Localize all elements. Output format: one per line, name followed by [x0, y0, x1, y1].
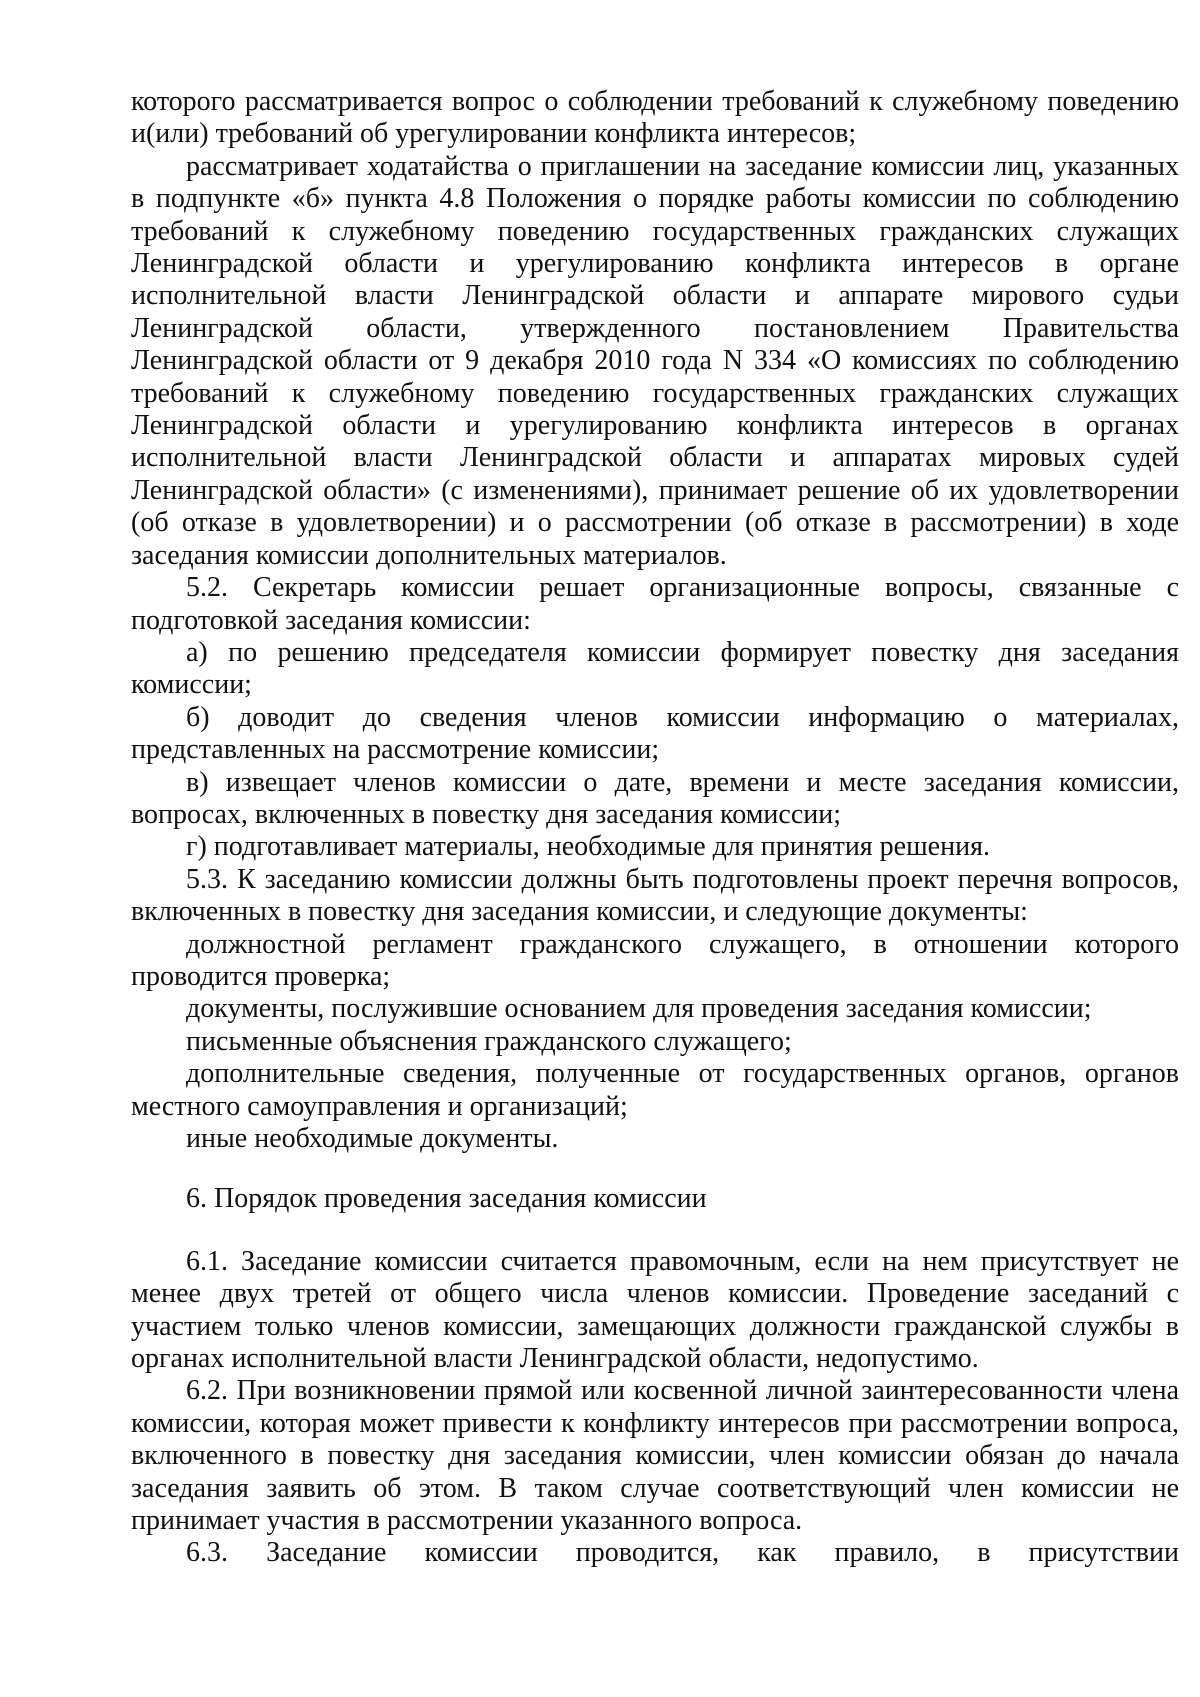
paragraph-6-3: 6.3. Заседание комиссии проводится, как правило, в присутствии: [186, 1537, 1179, 1569]
paragraph-petitions: рассматривает ходатайства о приглашении на заседание комиссии лиц, указанных в подпункте «б» пункта 4.8 Положения о порядке работы комиссии по соблюдению требований к служебному поведению государственных гражданских служащих Ленинградской области и урегулированию конфликта интересов в органе исполнительной власти Ленинградской области и аппарате мирового судьи Ленинградской области, утвержденного постановлением Правительства Ленинградской области от 9 декабря 2010 года N 334 «О комиссиях по соблюдению требований к служебному поведению государственных гражданских служащих Ленинградской области и урегулированию конфликта интересов в органах исполнительной власти Ленинградской области и аппаратах мировых судей Ленинградской области» (с изменениями), принимает решение об их удовлетворении (об отказе в удовлетворении) и о рассмотрении (об отказе в рассмотрении) в ходе заседания комиссии дополнительных материалов.: [131, 150, 1179, 571]
document-item-additional-info: дополнительные сведения, полученные от государственных органов, органов местного самоуправления и организаций;: [131, 1058, 1179, 1122]
document-item-grounds: документы, послужившие основанием для проведения заседания комиссии;: [186, 993, 1092, 1025]
paragraph-5-2: 5.2. Секретарь комиссии решает организационные вопросы, связанные с подготовкой заседания комиссии:: [131, 572, 1179, 636]
document-item-regulation: должностной регламент гражданского служащего, в отношении которого проводится проверка;: [131, 928, 1179, 992]
section-heading: 6. Порядок проведения заседания комиссии: [186, 1183, 707, 1215]
document-item-explanations: письменные объяснения гражданского служащего;: [186, 1025, 792, 1057]
paragraph-5-3: 5.3. К заседанию комиссии должны быть подготовлены проект перечня вопросов, включенных в повестку дня заседания комиссии, и следующие документы:: [131, 863, 1179, 928]
paragraph-continuation: которого рассматривается вопрос о соблюдении требований к служебному поведению и(или) требований об урегулировании конфликта интересов;: [131, 86, 1179, 150]
paragraph-6-2: 6.2. При возникновении прямой или косвенной личной заинтересованности члена комиссии, которая может привести к конфликту интересов при рассмотрении вопроса, включенного в повестку дня заседания комиссии, член комиссии обязан до начала заседания заявить об этом. В таком случае соответствующий член комиссии не принимает участия в рассмотрении указанного вопроса.: [131, 1375, 1179, 1537]
document-page: [131, 86, 1179, 1570]
list-item-g: г) подготавливает материалы, необходимые для принятия решения.: [186, 831, 990, 863]
paragraph-6-1: 6.1. Заседание комиссии считается правомочным, если на нем присутствует не менее двух третей от общего числа членов комиссии. Проведение заседаний с участием только членов комиссии, замещающих должности гражданской службы в органах исполнительной власти Ленинградской области, недопустимо.: [131, 1245, 1179, 1375]
list-item-v: в) извещает членов комиссии о дате, времени и месте заседания комиссии, вопросах, включенных в повестку дня заседания комиссии;: [131, 766, 1179, 830]
list-item-a: а) по решению председателя комиссии формирует повестку дня заседания комиссии;: [131, 636, 1179, 701]
document-item-other: иные необходимые документы.: [186, 1123, 559, 1154]
list-item-b: б) доводит до сведения членов комиссии информацию о материалах, представленных на рассмотрение комиссии;: [131, 701, 1179, 766]
